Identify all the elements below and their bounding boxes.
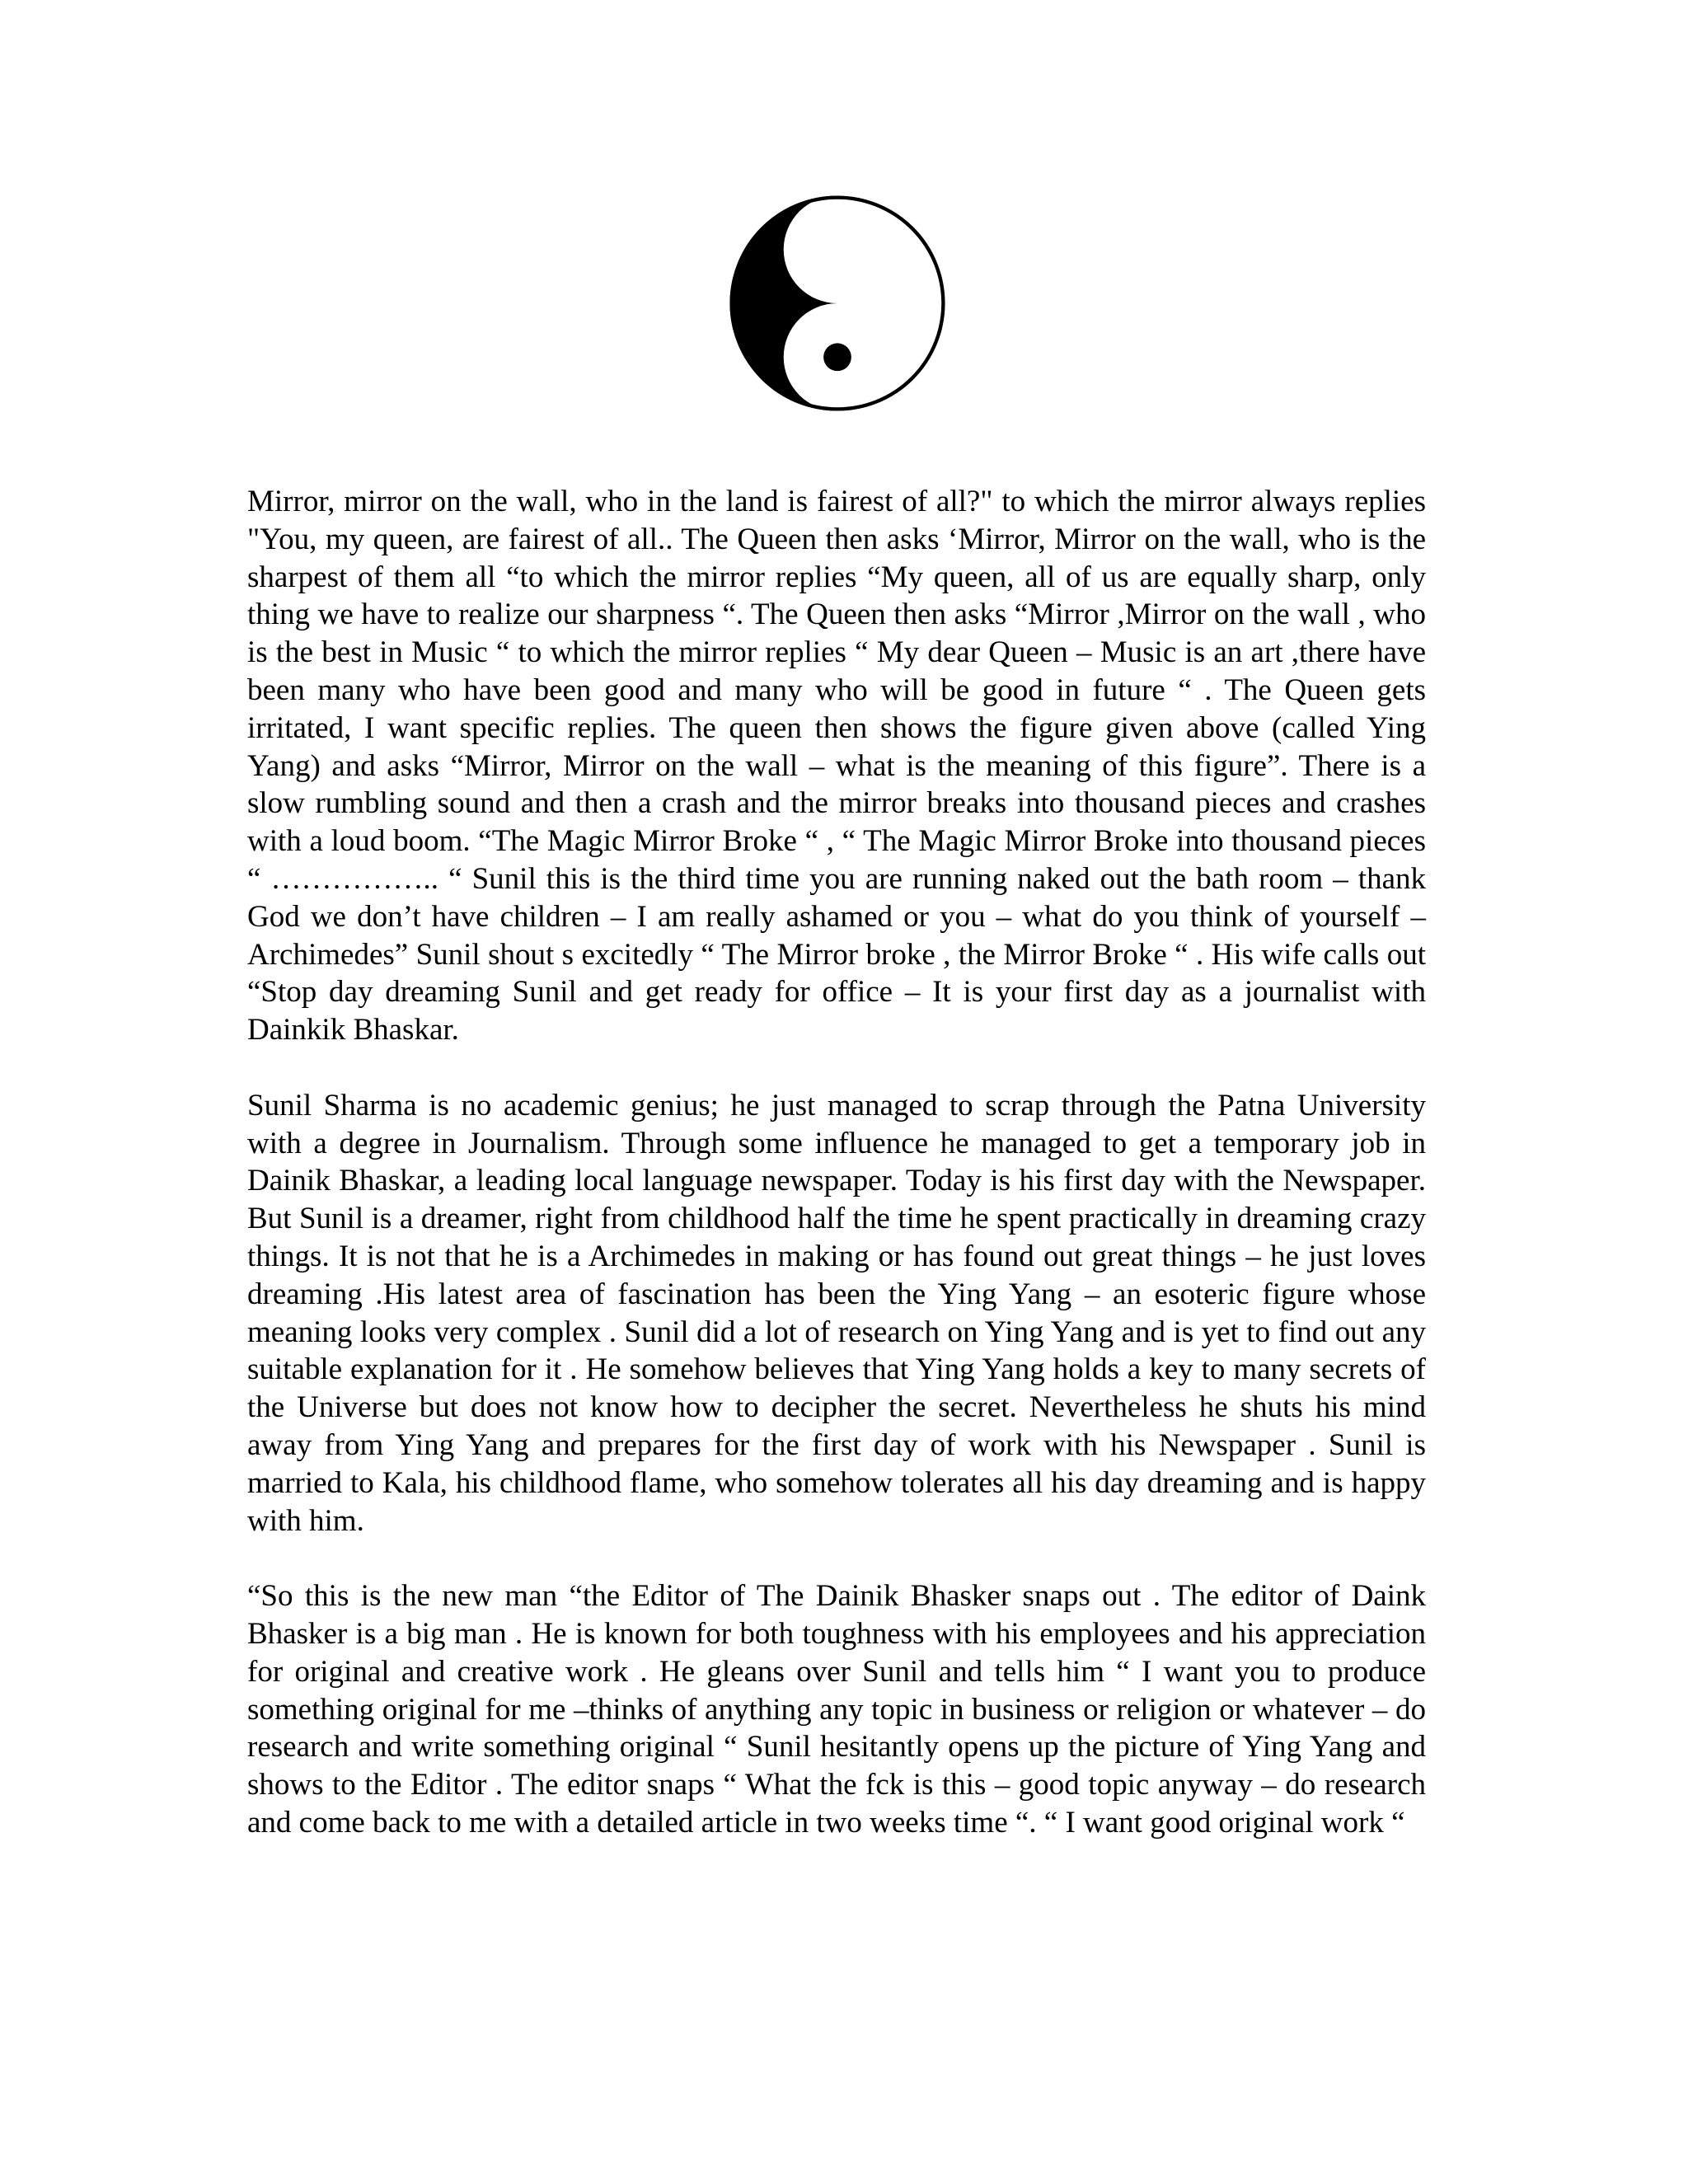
yin-yang-icon <box>725 191 950 415</box>
paragraph-3: “So this is the new man “the Editor of The Dainik Bhasker snaps out . The editor of Daink Bhasker is a big man . He is known for both toughness with his employees and his appreciation for original and creative work . He gleans over Sunil and tells him “ I want you to produce something original for me –thinks of anything any topic in business or religion or whatever – do research and write something original “ Sunil hesitantly opens up the picture of Ying Yang and shows to the Editor . The editor snaps “ What the fck is this – good topic anyway – do research and come back to me with a detailed article in two weeks time “. “ I want good original work “ <box>247 1579 1426 1840</box>
paragraph-1: Mirror, mirror on the wall, who in the land is fairest of all?" to which the mirror always replies "You, my queen, are fairest of all.. The Queen then asks ‘Mirror, Mirror on the wall, who is the sharpest of them all “to which the mirror replies “My queen, all of us are equally sharp, only thing we have to realize our sharpness “. The Queen then asks “Mirror ,Mirror on the wall , who is the best in Music “ to which the mirror replies “ My dear Queen – Music is an art ,there have been many who have been good and many who will be good in future “ . The Queen gets irritated, I want specific replies. The queen then shows the figure given above (called Ying Yang) and asks “Mirror, Mirror on the wall – what is the meaning of this figure”. There is a slow rumbling sound and then a crash and the mirror breaks into thousand pieces and crashes with a loud boom. “The Magic Mirror Broke “ , “ The Magic Mirror Broke into thousand pieces “ …………….. “ Sunil this is the third time you are running naked out the bath room – thank God we don’t have children – I am really ashamed or you – what do you think of yourself – Archimedes” Sunil shout s excitedly “ The Mirror broke , the Mirror Broke “ . His wife calls out “Stop day dreaming Sunil and get ready for office – It is your first day as a journalist with Dainkik Bhaskar. <box>247 485 1426 1047</box>
body-text <box>247 483 1426 1879</box>
paragraph-2: Sunil Sharma is no academic genius; he just managed to scrap through the Patna University with a degree in Journalism. Through some influence he managed to get a temporary job in Dainik Bhaskar, a leading local language newspaper. Today is his first day with the Newspaper. But Sunil is a dreamer, right from childhood half the time he spent practically in dreaming crazy things. It is not that he is a Archimedes in making or has found out great things – he just loves dreaming .His latest area of fascination has been the Ying Yang – an esoteric figure whose meaning looks very complex . Sunil did a lot of research on Ying Yang and is yet to find out any suitable explanation for it . He somehow believes that Ying Yang holds a key to many secrets of the Universe but does not know how to decipher the secret. Nevertheless he shuts his mind away from Ying Yang and prepares for the first day of work with his Newspaper . Sunil is married to Kala, his childhood flame, who somehow tolerates all his day dreaming and is happy with him. <box>247 1088 1426 1538</box>
